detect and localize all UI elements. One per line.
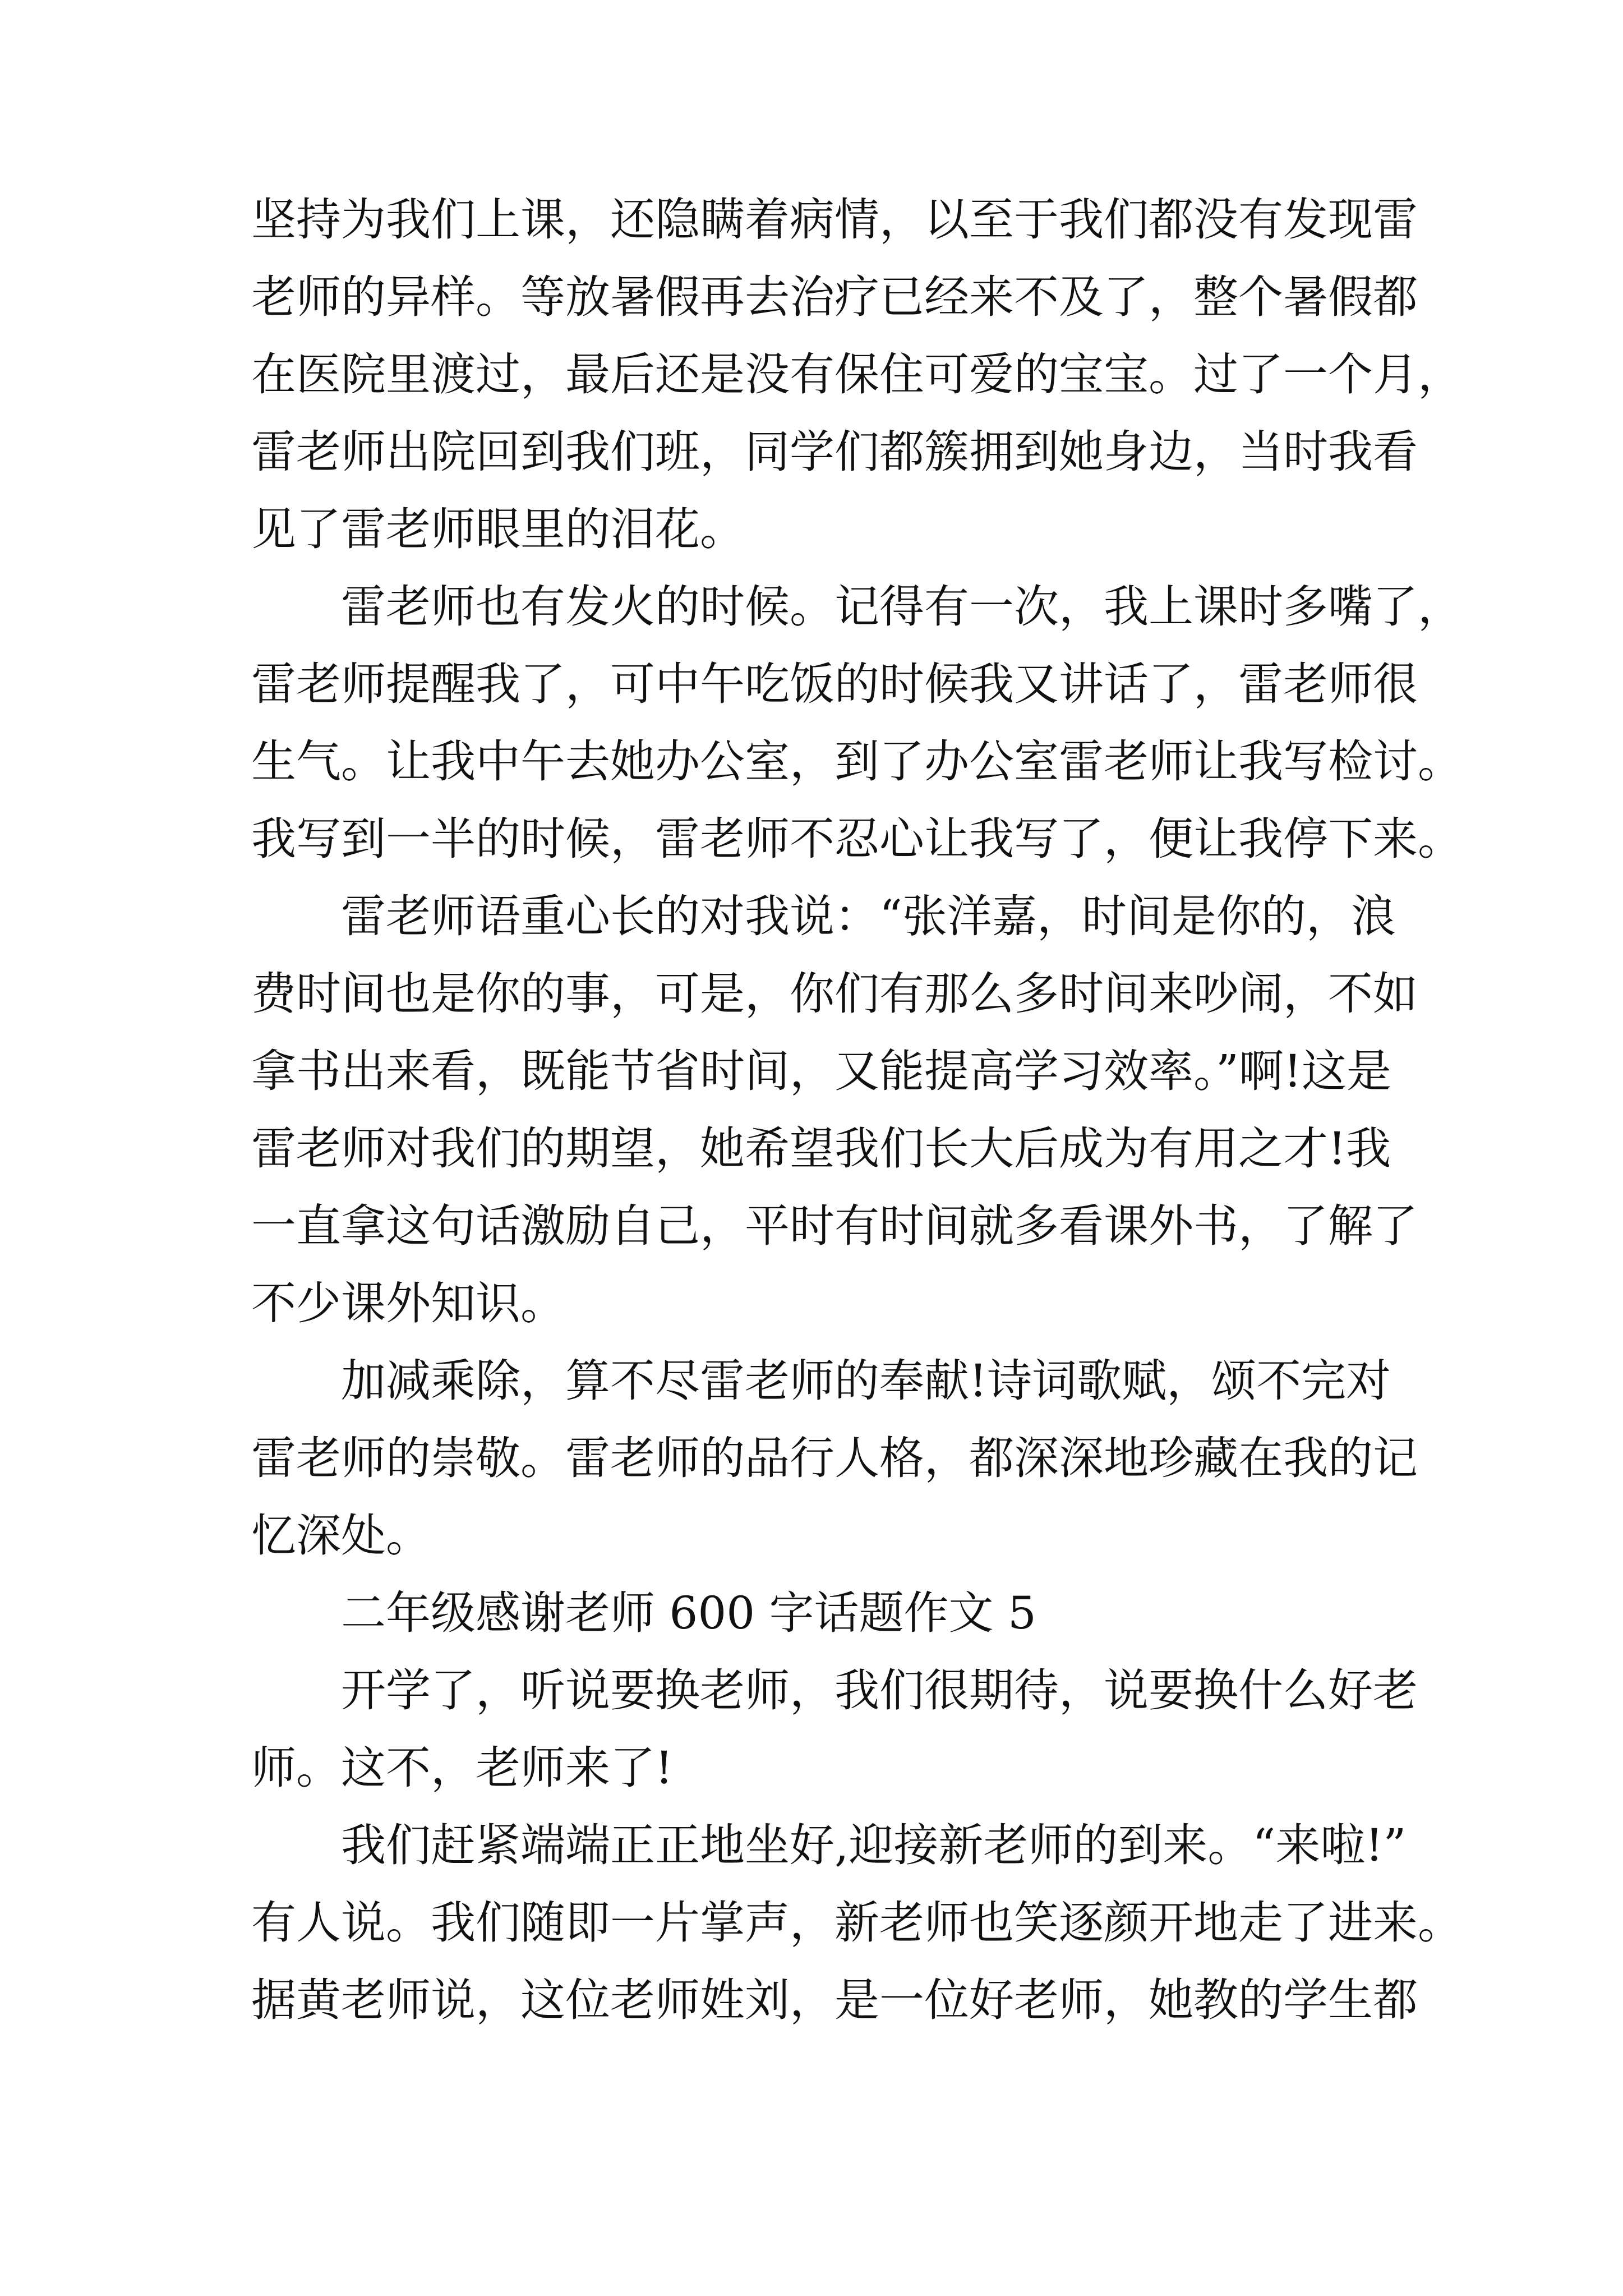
paragraph-start-line: 我们赶紧端端正正地坐好,迎接新老师的到来。“来啦!”	[341, 1819, 1407, 1871]
text-line: 一直拿这句话激励自己，平时有时间就多看课外书，了解了	[251, 1200, 1418, 1252]
text-line: 费时间也是你的事，可是，你们有那么多时间来吵闹，不如	[251, 968, 1418, 1020]
text-line: 有人说。我们随即一片掌声，新老师也笑逐颜开地走了进来。	[251, 1897, 1463, 1949]
text-line: 老师的异样。等放暑假再去治疗已经来不及了，整个暑假都	[251, 271, 1418, 323]
paragraph-start-line: 雷老师语重心长的对我说：“张洋嘉，时间是你的，浪	[341, 890, 1396, 942]
text-line: 忆深处。	[251, 1510, 431, 1562]
text-line: 坚持为我们上课，还隐瞒着病情，以至于我们都没有发现雷	[251, 194, 1418, 246]
text-line: 据黄老师说，这位老师姓刘，是一位好老师，她教的学生都	[251, 1974, 1418, 2026]
text-line: 雷老师对我们的期望，她希望我们长大后成为有用之才!我	[251, 1122, 1391, 1175]
text-line: 我写到一半的时候，雷老师不忍心让我写了，便让我停下来。	[251, 813, 1463, 865]
essay-heading: 二年级感谢老师 600 字话题作文 5	[341, 1587, 1036, 1639]
text-line: 师。这不，老师来了!	[251, 1742, 674, 1794]
text-line: 雷老师提醒我了，可中午吃饭的时候我又讲话了，雷老师很	[251, 658, 1418, 710]
text-line: 生气。让我中午去她办公室，到了办公室雷老师让我写检讨。	[251, 735, 1463, 788]
paragraph-start-line: 加减乘除，算不尽雷老师的奉献!诗词歌赋，颂不完对	[341, 1355, 1391, 1407]
text-line: 雷老师出院回到我们班，同学们都簇拥到她身边，当时我看	[251, 426, 1418, 478]
paragraph-start-line: 雷老师也有发火的时候。记得有一次，我上课时多嘴了，	[341, 581, 1463, 633]
paragraph-start-line: 开学了，听说要换老师，我们很期待，说要换什么好老	[341, 1664, 1418, 1717]
text-line: 不少课外知识。	[251, 1277, 565, 1329]
text-line: 见了雷老师眼里的泪花。	[251, 503, 745, 555]
text-line: 拿书出来看，既能节省时间，又能提高学习效率。”啊!这是	[251, 1045, 1392, 1097]
text-line: 在医院里渡过，最后还是没有保住可爱的宝宝。过了一个月，	[251, 348, 1463, 401]
text-line: 雷老师的崇敬。雷老师的品行人格，都深深地珍藏在我的记	[251, 1432, 1418, 1484]
